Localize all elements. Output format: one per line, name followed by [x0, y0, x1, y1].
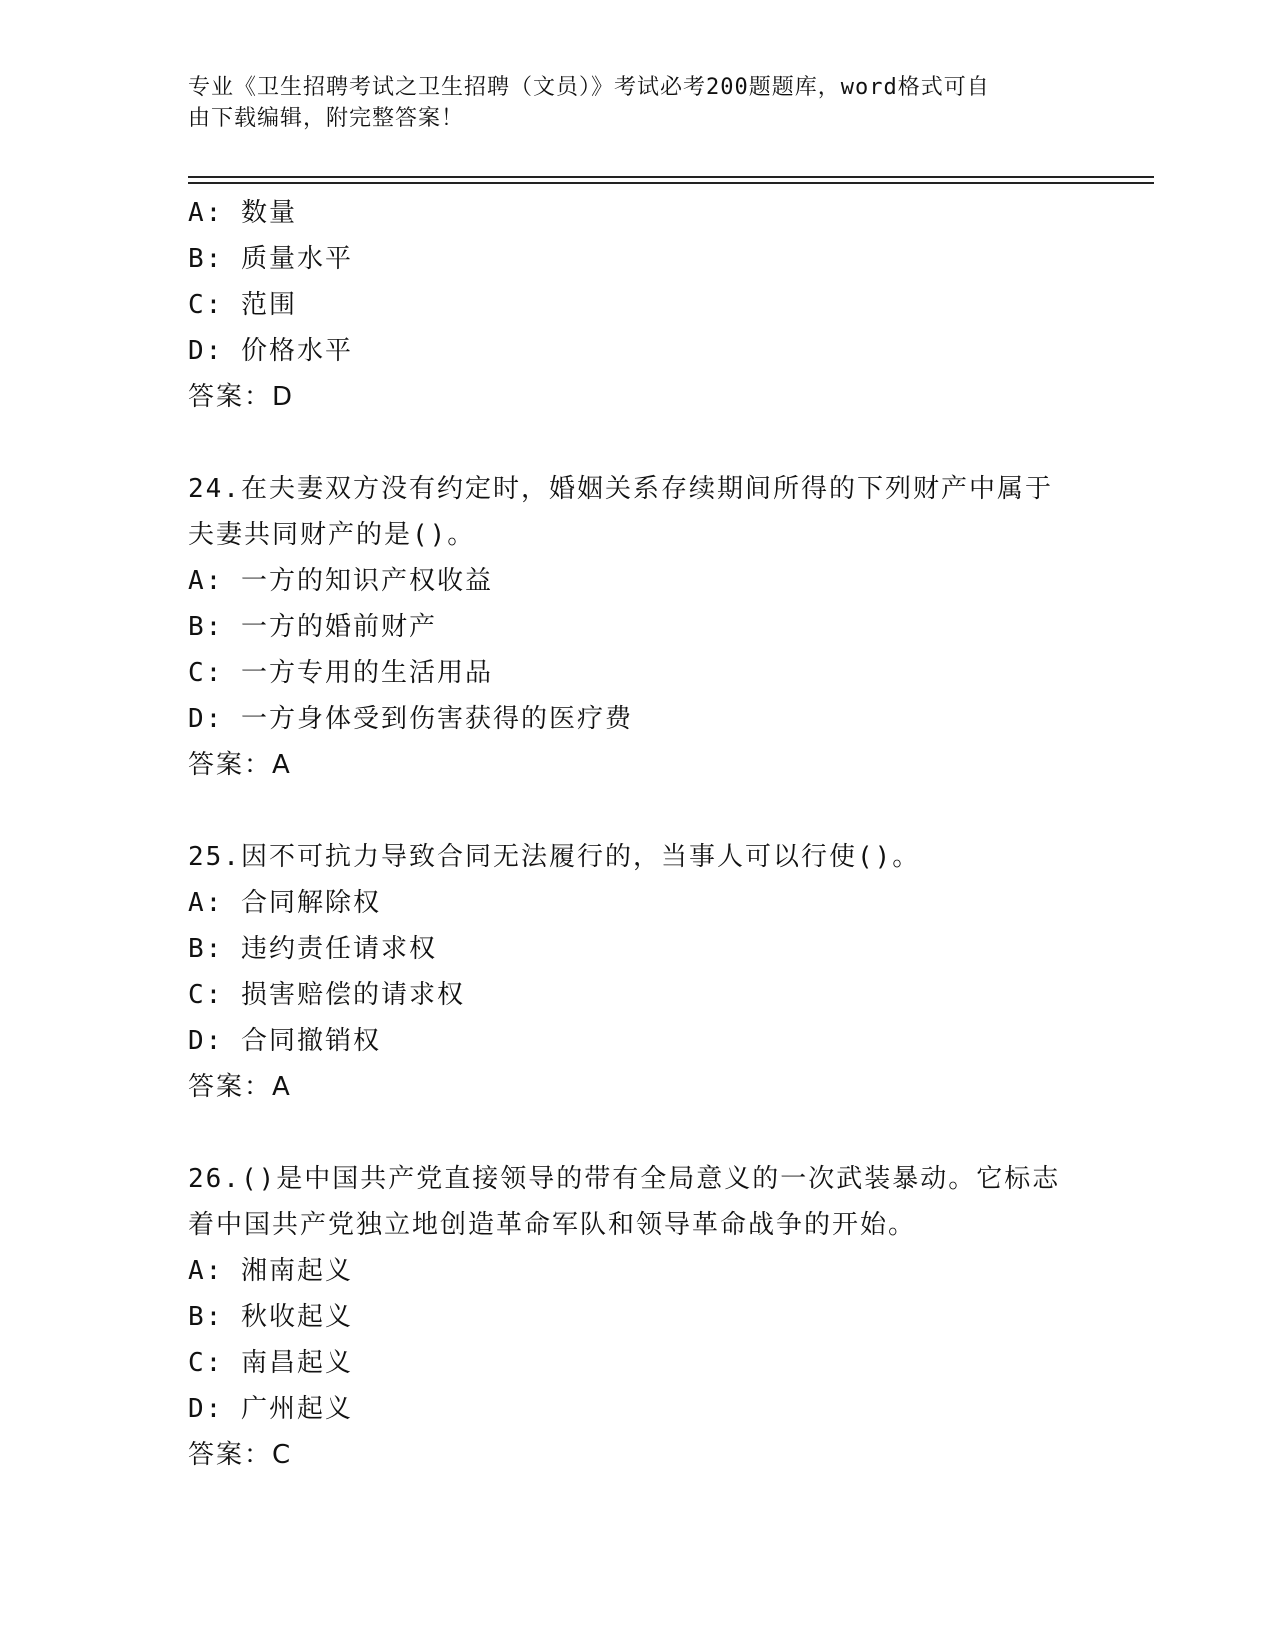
question-stem-line-1: 24.在夫妻双方没有约定时，婚姻关系存续期间所得的下列财产中属于 — [188, 474, 1053, 504]
option-a: A: 合同解除权 — [188, 888, 381, 918]
question-23 — [188, 190, 1088, 420]
question-list — [188, 190, 1088, 1478]
answer: 答案：D — [188, 382, 295, 412]
option-b: B: 违约责任请求权 — [188, 934, 437, 964]
answer: 答案：A — [188, 750, 292, 780]
option-c: C: 损害赔偿的请求权 — [188, 980, 465, 1010]
header-line-2: 由下载编辑，附完整答案！ — [188, 106, 465, 131]
option-d: D: 广州起义 — [188, 1394, 353, 1424]
option-c: C: 一方专用的生活用品 — [188, 658, 493, 688]
header-divider-bottom — [188, 182, 1154, 184]
answer: 答案：C — [188, 1440, 293, 1470]
question-26 — [188, 1156, 1088, 1478]
option-d: D: 一方身体受到伤害获得的医疗费 — [188, 704, 633, 734]
option-c: C: 范围 — [188, 290, 297, 320]
question-stem-line-1: 26.()是中国共产党直接领导的带有全局意义的一次武装暴动。它标志 — [188, 1164, 1061, 1194]
option-b: B: 秋收起义 — [188, 1302, 353, 1332]
option-a: A: 一方的知识产权收益 — [188, 566, 493, 596]
header-line-1: 专业《卫生招聘考试之卫生招聘（文员）》考试必考200题题库，word格式可自 — [188, 75, 990, 100]
answer: 答案：A — [188, 1072, 292, 1102]
spacer — [188, 420, 1088, 466]
question-stem-line-1: 25.因不可抗力导致合同无法履行的，当事人可以行使()。 — [188, 842, 921, 872]
option-d: D: 价格水平 — [188, 336, 353, 366]
question-24 — [188, 466, 1088, 788]
question-stem-line-2: 着中国共产党独立地创造革命军队和领导革命战争的开始。 — [188, 1210, 917, 1240]
option-b: B: 质量水平 — [188, 244, 353, 274]
header-divider-top — [188, 176, 1154, 178]
question-25 — [188, 834, 1088, 1110]
document-header — [188, 72, 1078, 134]
spacer — [188, 1110, 1088, 1156]
option-c: C: 南昌起义 — [188, 1348, 353, 1378]
option-d: D: 合同撤销权 — [188, 1026, 381, 1056]
option-a: A: 湘南起义 — [188, 1256, 353, 1286]
option-a: A: 数量 — [188, 198, 297, 228]
option-b: B: 一方的婚前财产 — [188, 612, 437, 642]
question-stem-line-2: 夫妻共同财产的是()。 — [188, 520, 476, 550]
spacer — [188, 788, 1088, 834]
